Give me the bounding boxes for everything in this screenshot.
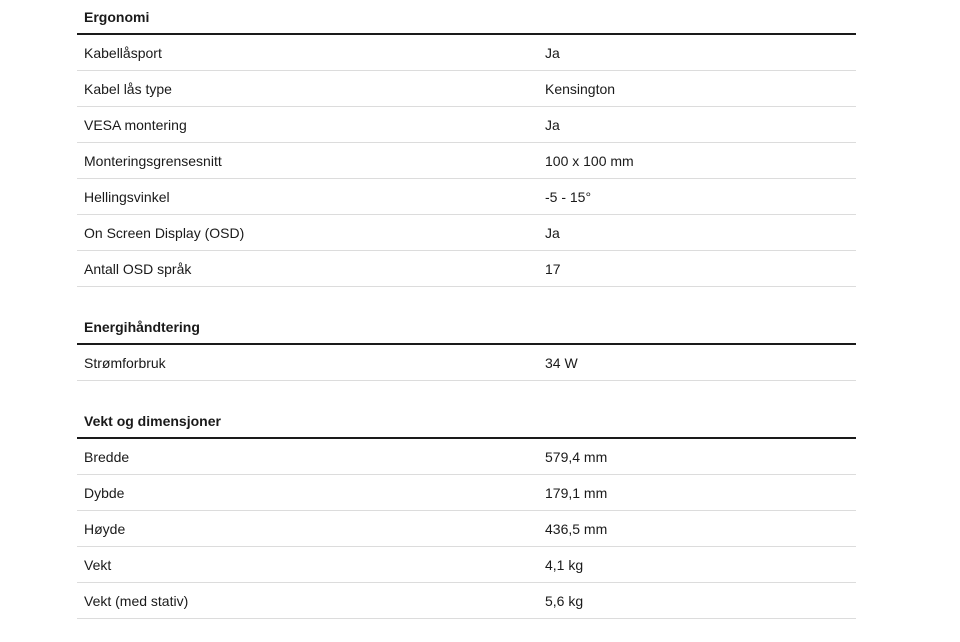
section-title: Ergonomi <box>77 0 856 35</box>
spec-label: Monteringsgrensesnitt <box>84 152 222 169</box>
spec-label: Høyde <box>84 520 126 537</box>
spec-label: Kabellåsport <box>84 44 162 61</box>
spec-value: -5 - 15° <box>545 188 592 205</box>
spec-row <box>77 215 856 251</box>
spec-section-ergonomi <box>77 0 856 287</box>
section-title: Energihåndtering <box>77 310 856 345</box>
spec-label: Vekt (med stativ) <box>84 592 189 609</box>
spec-value: 17 <box>545 260 561 277</box>
spec-value: 4,1 kg <box>545 556 584 573</box>
section-spacer <box>77 381 856 404</box>
spec-row <box>77 107 856 143</box>
spec-value: Ja <box>545 224 560 241</box>
spec-section-vekt-og-dimensjoner <box>77 404 856 619</box>
spec-row <box>77 345 856 381</box>
section-spacer <box>77 287 856 310</box>
spec-value: 34 W <box>545 354 578 371</box>
spec-label: Hellingsvinkel <box>84 188 170 205</box>
spec-row <box>77 439 856 475</box>
spec-row <box>77 547 856 583</box>
spec-label: Antall OSD språk <box>84 260 192 277</box>
spec-row <box>77 35 856 71</box>
spec-row <box>77 143 856 179</box>
spec-label: Dybde <box>84 484 125 501</box>
spec-row <box>77 583 856 619</box>
spec-value: Ja <box>545 44 560 61</box>
spec-value: 579,4 mm <box>545 448 608 465</box>
spec-label: Kabel lås type <box>84 80 172 97</box>
spec-label: Bredde <box>84 448 130 465</box>
spec-row <box>77 71 856 107</box>
spec-value: 5,6 kg <box>545 592 584 609</box>
spec-value: 436,5 mm <box>545 520 608 537</box>
spec-label: VESA montering <box>84 116 187 133</box>
spec-row <box>77 475 856 511</box>
spec-value: 179,1 mm <box>545 484 608 501</box>
spec-value: Ja <box>545 116 560 133</box>
spec-section-energihandtering <box>77 310 856 381</box>
spec-label: On Screen Display (OSD) <box>84 224 245 241</box>
spec-table <box>77 0 856 619</box>
spec-label: Strømforbruk <box>84 354 166 371</box>
spec-row <box>77 251 856 287</box>
spec-label: Vekt <box>84 556 112 573</box>
spec-value: Kensington <box>545 80 616 97</box>
spec-row <box>77 179 856 215</box>
section-title: Vekt og dimensjoner <box>77 404 856 439</box>
spec-row <box>77 511 856 547</box>
spec-value: 100 x 100 mm <box>545 152 634 169</box>
